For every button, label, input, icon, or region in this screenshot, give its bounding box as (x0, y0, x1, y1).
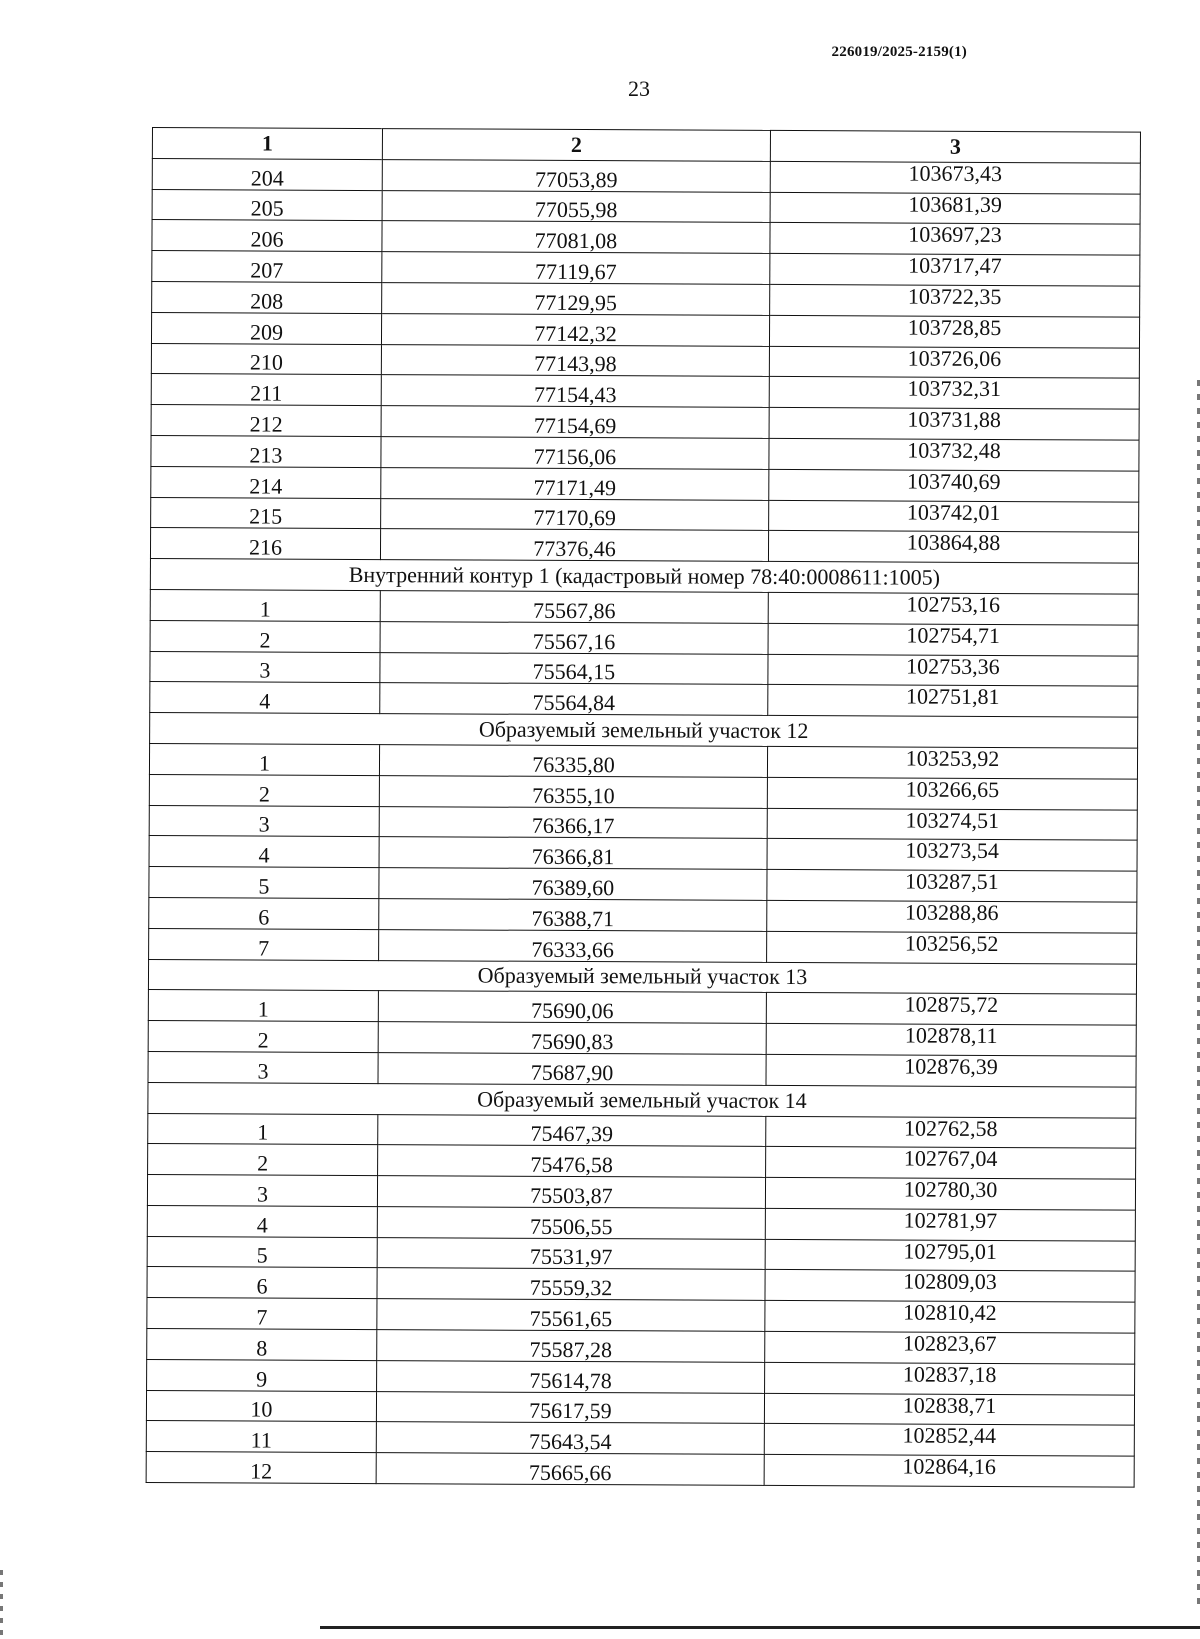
point-number-cell: 9 (147, 1359, 377, 1391)
table-row (149, 836, 1137, 871)
x-coordinate-cell: 75690,83 (378, 1022, 766, 1055)
scan-bottom-line (320, 1626, 1200, 1629)
section-title-row (148, 959, 1136, 994)
y-coordinate-cell: 102838,71 (764, 1393, 1134, 1426)
table-header-row (152, 128, 1140, 163)
table-row (151, 405, 1139, 440)
section-title: Образуемый земельный участок 12 (150, 713, 1138, 748)
table-row (146, 1421, 1134, 1456)
point-number-cell: 3 (150, 651, 380, 683)
point-number-cell: 210 (151, 343, 381, 375)
table-row (149, 743, 1137, 778)
y-coordinate-cell: 102837,18 (765, 1362, 1135, 1395)
table-row (149, 774, 1137, 809)
y-coordinate-cell: 103722,35 (770, 284, 1140, 317)
y-coordinate-cell: 102810,42 (765, 1301, 1135, 1334)
x-coordinate-cell: 75467,39 (378, 1114, 766, 1147)
point-number-cell: 216 (150, 528, 380, 560)
table-row (147, 1236, 1135, 1271)
x-coordinate-cell: 76388,71 (379, 898, 767, 931)
y-coordinate-cell: 102780,30 (765, 1177, 1135, 1210)
coordinates-table (146, 127, 1141, 1488)
table-row (149, 867, 1137, 902)
point-number-cell: 3 (147, 1175, 377, 1207)
x-coordinate-cell: 76366,81 (379, 837, 767, 870)
x-coordinate-cell: 75643,54 (376, 1422, 764, 1455)
x-coordinate-cell: 75564,15 (380, 652, 768, 685)
x-coordinate-cell: 77119,67 (382, 252, 770, 285)
y-coordinate-cell: 102875,72 (766, 993, 1136, 1026)
table-row (151, 374, 1139, 409)
x-coordinate-cell: 75614,78 (377, 1360, 765, 1393)
table-row (151, 435, 1139, 470)
point-number-cell: 212 (151, 405, 381, 437)
point-number-cell: 1 (148, 1113, 378, 1145)
table-row (148, 990, 1136, 1025)
y-coordinate-cell: 103740,69 (769, 469, 1139, 502)
y-coordinate-cell: 103266,65 (767, 777, 1137, 810)
section-title-row (148, 1082, 1136, 1117)
point-number-cell: 205 (152, 189, 382, 221)
point-number-cell: 204 (152, 158, 382, 190)
point-number-cell: 8 (147, 1329, 377, 1361)
document-registration-number: 226019/2025-2159(1) (831, 44, 967, 60)
x-coordinate-cell: 75564,84 (380, 683, 768, 716)
point-number-cell: 7 (149, 928, 379, 960)
section-title-row (150, 559, 1138, 594)
y-coordinate-cell: 102864,16 (764, 1455, 1134, 1488)
x-coordinate-cell: 77156,06 (381, 437, 769, 470)
scan-edge-artifact (0, 1570, 3, 1639)
x-coordinate-cell: 77143,98 (381, 344, 769, 377)
table-row (147, 1298, 1135, 1333)
point-number-cell: 215 (151, 497, 381, 529)
table-row (146, 1452, 1134, 1487)
table-row (148, 1051, 1136, 1086)
x-coordinate-cell: 77053,89 (382, 159, 770, 192)
point-number-cell: 207 (152, 251, 382, 283)
table-row (150, 682, 1138, 717)
y-coordinate-cell: 103288,86 (767, 900, 1137, 933)
table-row (149, 897, 1137, 932)
y-coordinate-cell: 103732,48 (769, 438, 1139, 471)
table-row (147, 1359, 1135, 1394)
point-number-cell: 214 (151, 466, 381, 498)
y-coordinate-cell: 102753,36 (768, 654, 1138, 687)
section-title: Образуемый земельный участок 13 (148, 959, 1136, 994)
y-coordinate-cell: 102781,97 (765, 1208, 1135, 1241)
point-number-cell: 4 (147, 1205, 377, 1237)
table-row (150, 651, 1138, 686)
section-title-row (150, 713, 1138, 748)
x-coordinate-cell: 75561,65 (377, 1299, 765, 1332)
point-number-cell: 11 (146, 1421, 376, 1453)
y-coordinate-cell: 102809,03 (765, 1270, 1135, 1303)
point-number-cell: 3 (149, 805, 379, 837)
table-row (152, 220, 1140, 255)
point-number-cell: 6 (149, 897, 379, 929)
y-coordinate-cell: 103728,85 (769, 315, 1139, 348)
point-number-cell: 6 (147, 1267, 377, 1299)
y-coordinate-cell: 103274,51 (767, 808, 1137, 841)
x-coordinate-cell: 75587,28 (377, 1330, 765, 1363)
section-title: Внутренний контур 1 (кадастровый номер 78:40:0008611:1005) (150, 559, 1138, 594)
table-row (148, 1021, 1136, 1056)
y-coordinate-cell: 103742,01 (769, 500, 1139, 533)
point-number-cell: 211 (151, 374, 381, 406)
y-coordinate-cell: 103256,52 (767, 931, 1137, 964)
table-row (152, 189, 1140, 224)
y-coordinate-cell: 102751,81 (768, 685, 1138, 718)
table-row (150, 620, 1138, 655)
column-header-2: 2 (382, 129, 770, 162)
column-header-3: 3 (770, 130, 1140, 163)
y-coordinate-cell: 103864,88 (768, 531, 1138, 564)
point-number-cell: 5 (147, 1236, 377, 1268)
table-row (152, 251, 1140, 286)
point-number-cell: 2 (148, 1144, 378, 1176)
y-coordinate-cell: 102795,01 (765, 1239, 1135, 1272)
table-row (152, 158, 1140, 193)
point-number-cell: 7 (147, 1298, 377, 1330)
point-number-cell: 1 (148, 990, 378, 1022)
table-row (150, 589, 1138, 624)
x-coordinate-cell: 77055,98 (382, 190, 770, 223)
table-row (151, 343, 1139, 378)
x-coordinate-cell: 76389,60 (379, 868, 767, 901)
point-number-cell: 2 (148, 1021, 378, 1053)
table-row (151, 312, 1139, 347)
table-row (147, 1205, 1135, 1240)
x-coordinate-cell: 76366,17 (379, 806, 767, 839)
x-coordinate-cell: 77081,08 (382, 221, 770, 254)
y-coordinate-cell: 103731,88 (769, 408, 1139, 441)
page-number: 23 (628, 76, 650, 101)
x-coordinate-cell: 75503,87 (377, 1176, 765, 1209)
point-number-cell: 209 (151, 312, 381, 344)
x-coordinate-cell: 75567,86 (380, 591, 768, 624)
point-number-cell: 2 (149, 774, 379, 806)
point-number-cell: 208 (152, 281, 382, 313)
x-coordinate-cell: 75567,16 (380, 621, 768, 654)
x-coordinate-cell: 77142,32 (381, 313, 769, 346)
table-row (149, 805, 1137, 840)
y-coordinate-cell: 102767,04 (766, 1147, 1136, 1180)
point-number-cell: 10 (146, 1390, 376, 1422)
section-title: Образуемый земельный участок 14 (148, 1082, 1136, 1117)
table-row (147, 1175, 1135, 1210)
point-number-cell: 4 (150, 682, 380, 714)
table-row (149, 928, 1137, 963)
point-number-cell: 3 (148, 1051, 378, 1083)
table-row (152, 281, 1140, 316)
point-number-cell: 5 (149, 867, 379, 899)
x-coordinate-cell: 77170,69 (381, 498, 769, 531)
column-header-1: 1 (152, 128, 382, 160)
x-coordinate-cell: 77129,95 (382, 283, 770, 316)
y-coordinate-cell: 103673,43 (770, 161, 1140, 194)
y-coordinate-cell: 102753,16 (768, 592, 1138, 625)
point-number-cell: 1 (149, 743, 379, 775)
table-row (147, 1329, 1135, 1364)
x-coordinate-cell: 77171,49 (381, 467, 769, 500)
table-body (146, 158, 1140, 1487)
point-number-cell: 213 (151, 435, 381, 467)
table-row (147, 1267, 1135, 1302)
y-coordinate-cell: 102878,11 (766, 1024, 1136, 1057)
table-row (148, 1113, 1136, 1148)
y-coordinate-cell: 103273,54 (767, 839, 1137, 872)
x-coordinate-cell: 77376,46 (380, 529, 768, 562)
x-coordinate-cell: 75506,55 (377, 1206, 765, 1239)
point-number-cell: 12 (146, 1452, 376, 1484)
x-coordinate-cell: 75665,66 (376, 1453, 764, 1486)
table-row (151, 497, 1139, 532)
x-coordinate-cell: 76335,80 (379, 745, 767, 778)
x-coordinate-cell: 75690,06 (378, 991, 766, 1024)
y-coordinate-cell: 103287,51 (767, 870, 1137, 903)
y-coordinate-cell: 102876,39 (766, 1054, 1136, 1087)
y-coordinate-cell: 102823,67 (765, 1331, 1135, 1364)
x-coordinate-cell: 77154,69 (381, 406, 769, 439)
point-number-cell: 206 (152, 220, 382, 252)
y-coordinate-cell: 102852,44 (764, 1424, 1134, 1457)
y-coordinate-cell: 103697,23 (770, 223, 1140, 256)
y-coordinate-cell: 102762,58 (766, 1116, 1136, 1149)
x-coordinate-cell: 75559,32 (377, 1268, 765, 1301)
table-row (148, 1144, 1136, 1179)
x-coordinate-cell: 76355,10 (379, 775, 767, 808)
x-coordinate-cell: 77154,43 (381, 375, 769, 408)
table-row (150, 528, 1138, 563)
table-row (146, 1390, 1134, 1425)
x-coordinate-cell: 75687,90 (378, 1052, 766, 1085)
y-coordinate-cell: 102754,71 (768, 623, 1138, 656)
point-number-cell: 1 (150, 589, 380, 621)
point-number-cell: 4 (149, 836, 379, 868)
y-coordinate-cell: 103717,47 (770, 254, 1140, 287)
table-row (151, 466, 1139, 501)
y-coordinate-cell: 103681,39 (770, 192, 1140, 225)
y-coordinate-cell: 103726,06 (769, 346, 1139, 379)
x-coordinate-cell: 76333,66 (379, 929, 767, 962)
x-coordinate-cell: 75476,58 (378, 1145, 766, 1178)
y-coordinate-cell: 103253,92 (767, 746, 1137, 779)
point-number-cell: 2 (150, 620, 380, 652)
x-coordinate-cell: 75617,59 (376, 1391, 764, 1424)
y-coordinate-cell: 103732,31 (769, 377, 1139, 410)
x-coordinate-cell: 75531,97 (377, 1237, 765, 1270)
